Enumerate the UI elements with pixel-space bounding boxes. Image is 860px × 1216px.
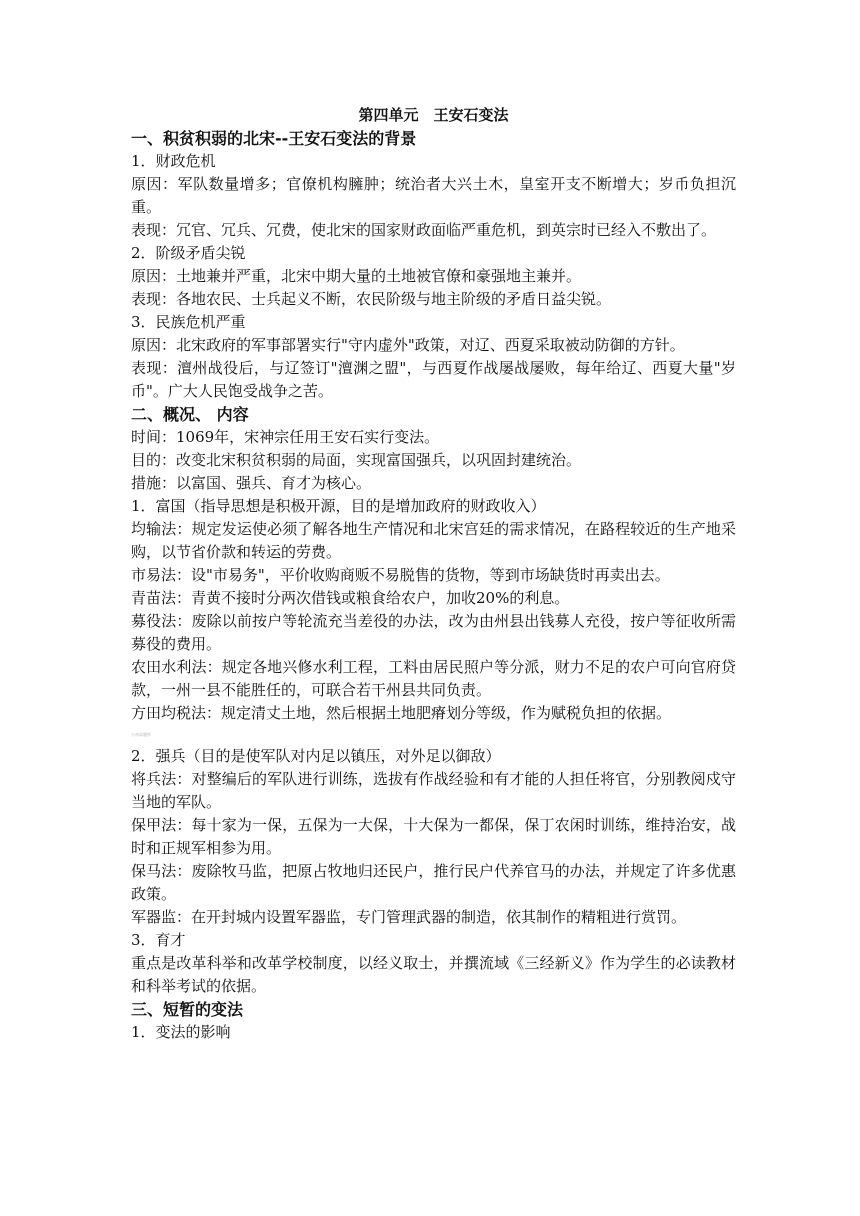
paragraph: 重点是改革科举和改革学校制度，以经义取士，并撰流域《三经新义》作为学生的必读教材和科举考试的依据。 [131,954,736,995]
paragraph: 2．阶级矛盾尖锐 [131,244,246,262]
paragraph: 方田均税法：规定清丈土地，然后根据土地肥瘠划分等级，作为赋税负担的依据。 [131,704,672,722]
paragraph: 均输法：规定发运使必须了解各地生产情况和北宋宫廷的需求情况，在路程较近的生产地采购，以节省价款和转运的劳费。 [131,520,736,561]
page-footer-mark: 小初高题库 [131,732,151,737]
paragraph: 保马法：废除牧马监，把原占牧地归还民户，推行民户代养官马的办法，并规定了许多优惠政策。 [131,862,736,903]
paragraph: 军器监：在开封城内设置军器监，专门管理武器的制造，依其制作的精粗进行赏罚。 [131,908,687,926]
paragraph: 表现：澶州战役后，与辽签订"澶渊之盟"，与西夏作战屡战屡败，每年给辽、西夏大量"岁币"。广大人民饱受战争之苦。 [131,359,736,400]
paragraph: 2．强兵（目的是使军队对内足以镇压，对外足以御敌） [131,747,501,765]
paragraph: 农田水利法：规定各地兴修水利工程，工料由居民照户等分派，财力不足的农户可向官府贷款，一州一县不能胜任的，可联合若干州县共同负责。 [131,658,736,699]
paragraph: 保甲法：每十家为一保，五保为一大保，十大保为一都保，保丁农闲时训练，维持治安，战时和正规军相参为用。 [131,816,736,857]
page-break [131,725,736,745]
paragraph: 目的：改变北宋积贫积弱的局面，实现富国强兵，以巩固封建统治。 [131,451,582,469]
paragraph: 市易法：设"市易务"，平价收购商贩不易脱售的货物，等到市场缺货时再卖出去。 [131,566,670,584]
paragraph: 募役法：废除以前按户等轮流充当差役的办法，改为由州县出钱募人充役，按户等征收所需募役的费用。 [131,612,736,653]
paragraph: 原因：土地兼并严重，北宋中期大量的土地被官僚和豪强地主兼并。 [131,267,582,285]
paragraph: 1．富国（指导思想是积极开源，目的是增加政府的财政收入） [131,497,546,515]
section-heading: 一、积贫积弱的北宋--王安石变法的背景 [131,129,417,148]
paragraph: 3．民族危机严重 [131,313,246,331]
paragraph: 措施：以富国、强兵、育才为核心。 [131,474,372,492]
section-heading: 三、短暂的变法 [131,1000,244,1019]
paragraph: 时间：1069年，宋神宗任用王安石实行变法。 [131,428,440,446]
paragraph: 原因：北宋政府的军事部署实行"守内虚外"政策，对辽、西夏采取被动防御的方针。 [131,336,685,354]
section-heading: 二、概况、 内容 [131,405,249,424]
paragraph: 3．育才 [131,931,186,949]
document-title: 第四单元 王安石变法 [358,106,509,124]
paragraph: 青苗法：青黄不接时分两次借钱或粮食给农户，加收20%的利息。 [131,589,570,607]
document-content [131,101,736,1044]
paragraph: 原因：军队数量增多；官僚机构臃肿；统治者大兴土木，皇室开支不断增大；岁币负担沉重。 [131,175,736,216]
paragraph: 1．财政危机 [131,152,216,170]
paragraph: 表现：各地农民、士兵起义不断，农民阶级与地主阶级的矛盾日益尖锐。 [131,290,612,308]
paragraph: 1．变法的影响 [131,1023,231,1041]
paragraph: 表现：冗官、冗兵、冗费，使北宋的国家财政面临严重危机，到英宗时已经入不敷出了。 [131,221,717,239]
paragraph: 将兵法：对整编后的军队进行训练，选拔有作战经验和有才能的人担任将官，分别教阅戍守当地的军队。 [131,770,736,811]
